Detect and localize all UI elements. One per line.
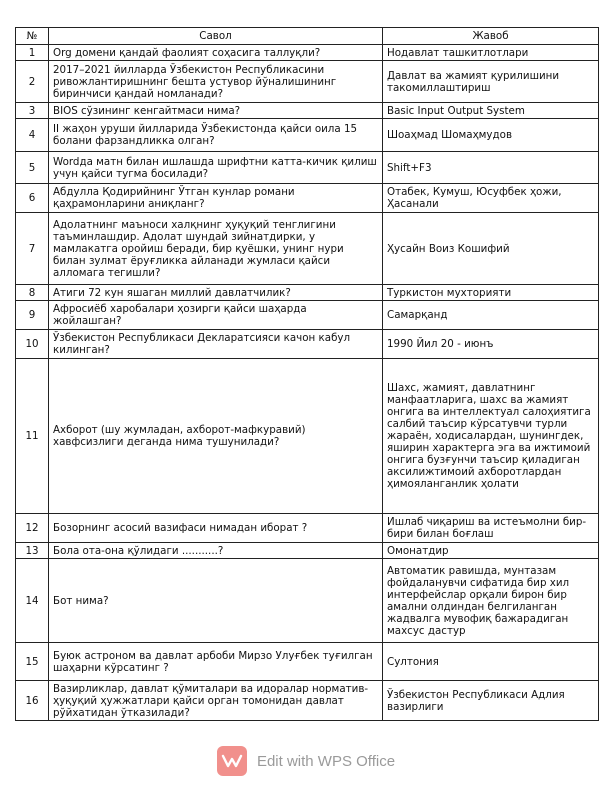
header-number: № [16,28,49,45]
row-number: 14 [16,559,49,643]
row-number: 2 [16,61,49,103]
row-question: Бот нима? [49,559,383,643]
row-question: Буюк астроном ва давлат арбоби Мирзо Улуғбек туғилган шаҳарни кўрсатинг ? [49,643,383,681]
table-row [16,45,599,61]
header-answer: Жавоб [383,28,599,45]
row-answer: Автоматик равишда, мунтазам фойдаланувчи сифатида бир хил интерфейслар орқали бирон бир амални олдиндан белгиланган жадвалга мувофиқ бажарадиган махсус дастур [383,559,599,643]
row-question: Бола ота-она қўлидаги ...........? [49,543,383,559]
row-number: 4 [16,119,49,152]
table-row [16,184,599,213]
row-answer: Султония [383,643,599,681]
table-row [16,559,599,643]
row-number: 12 [16,514,49,543]
table-row [16,681,599,721]
row-question: Атиги 72 кун яшаган миллий давлатчилик? [49,285,383,301]
row-number: 3 [16,103,49,119]
table-row [16,643,599,681]
row-answer: Basic Input Output System [383,103,599,119]
row-number: 8 [16,285,49,301]
table-row [16,543,599,559]
row-number: 7 [16,213,49,285]
row-question: Абдулла Қодирийнинг Ўтган кунлар романи қаҳрамонларини аниқланг? [49,184,383,213]
row-question: Org домени қандай фаолият соҳасига таллуқли? [49,45,383,61]
row-number: 11 [16,359,49,514]
row-question: Адолатнинг маъноси халқнинг ҳуқуқий тенглигини таъминлашдир. Адолат шундай зийнатдирки, у мамлакатга оройиш беради, бир қуёшки, унинг нури билан зулмат ёруғликка айланади жумласи қайси алломага тегишли? [49,213,383,285]
row-question: Ўзбекистон Республикаси Декларатсияси качон кабул килинган? [49,330,383,359]
table-row [16,103,599,119]
table-row [16,213,599,285]
row-number: 9 [16,301,49,330]
row-answer: Шахс, жамият, давлатнинг манфаатларига, шахс ва жамият онгига ва интеллектуал салоҳиятига салбий таъсир кўрсатувчи турли жараён, ходисалардан, шунингдек, яширин характерга эга ва ижтимоий онгига бузғунчи таъсир қиладиган аксилижтимоий ахборотлардан ҳимояланганлик ҳолати [383,359,599,514]
row-answer: Ҳусайн Воиз Кошифий [383,213,599,285]
row-answer: Нодавлат ташкитлотлари [383,45,599,61]
table-header-row [16,28,599,45]
row-answer: Омонатдир [383,543,599,559]
table-row [16,152,599,184]
header-question: Савол [49,28,383,45]
row-number: 1 [16,45,49,61]
table-row [16,301,599,330]
row-question: Бозорнинг асосий вазифаси нимадан иборат ? [49,514,383,543]
table-row [16,359,599,514]
row-question: Ахборот (шу жумладан, ахборот-мафкуравий) хавфсизлиги деганда нима тушунилади? [49,359,383,514]
row-number: 15 [16,643,49,681]
table-row [16,119,599,152]
row-answer: Ишлаб чиқариш ва истеъмолни бир-бири билан боғлаш [383,514,599,543]
row-question: 2017–2021 йилларда Ўзбекистон Республикасини ривожлантиришнинг бешта устувор йўналишининг биринчиси қандай номланади? [49,61,383,103]
row-question: Wordда матн билан ишлашда шрифтни катта-кичик қилиш учун қайси тугма босилади? [49,152,383,184]
row-answer: Самарқанд [383,301,599,330]
row-number: 13 [16,543,49,559]
row-answer: Отабек, Кумуш, Юсуфбек ҳожи, Ҳасанали [383,184,599,213]
table-row [16,61,599,103]
row-answer: Shift+F3 [383,152,599,184]
row-answer: Ўзбекистон Республикаси Адлия вазирлиги [383,681,599,721]
row-question: Вазирликлар, давлат қўмиталари ва идоралар норматив-ҳуқуқий ҳужжатлари қайси орган томонидан давлат рўйхатидан ўтказилади? [49,681,383,721]
table-row [16,330,599,359]
table-row [16,514,599,543]
row-number: 6 [16,184,49,213]
row-question: Афросиёб харобалари ҳозирги қайси шаҳарда жойлашган? [49,301,383,330]
row-question: II жаҳон уруши йилларида Ўзбекистонда қайси оила 15 болани фарзандликка олган? [49,119,383,152]
row-question: BIOS сўзининг кенгайтмаси нима? [49,103,383,119]
row-number: 10 [16,330,49,359]
row-answer: Туркистон мухторияти [383,285,599,301]
row-answer: Давлат ва жамият қурилишини такомиллаштириш [383,61,599,103]
row-answer: 1990 Йил 20 - июнъ [383,330,599,359]
row-number: 5 [16,152,49,184]
wps-watermark [0,746,612,776]
wps-logo-icon [217,746,247,776]
watermark-text: Edit with WPS Office [256,752,396,770]
row-answer: Шоаҳмад Шомаҳмудов [383,119,599,152]
table-row [16,285,599,301]
row-number: 16 [16,681,49,721]
qa-table [15,27,599,721]
